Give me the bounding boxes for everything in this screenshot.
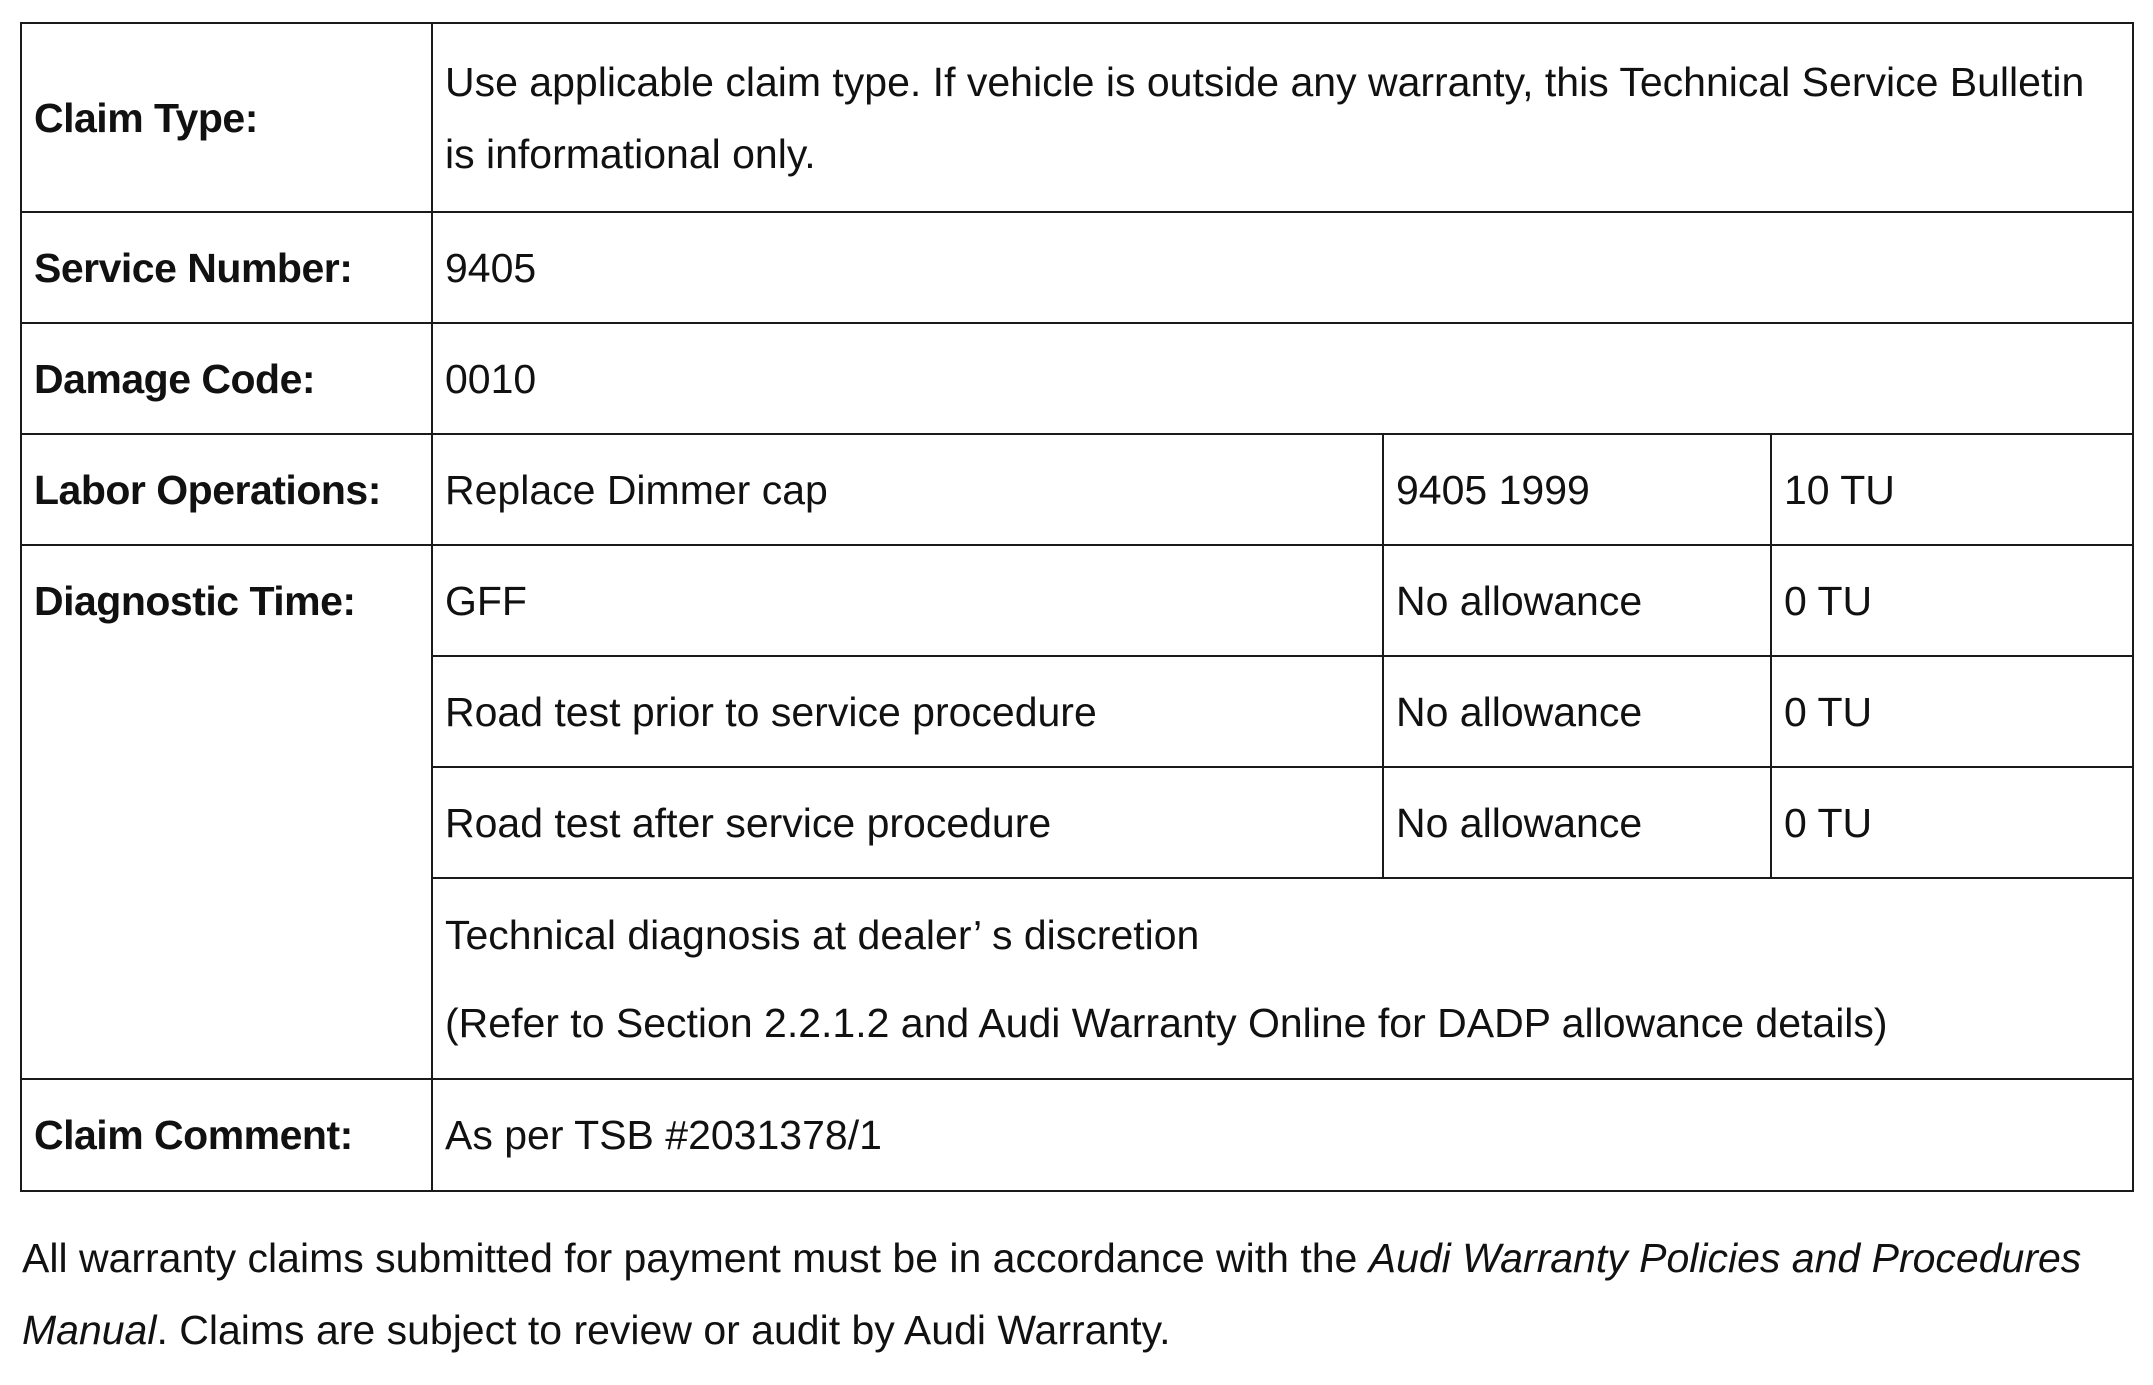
diagnostic-row [21, 545, 2133, 656]
diagnostic-time-label: Diagnostic Time: [34, 578, 356, 624]
diagnostic-allowance: No allowance [1383, 767, 1771, 878]
service-number-value: 9405 [432, 212, 2133, 323]
diagnostic-time: 0 TU [1771, 656, 2133, 767]
diagnostic-allowance: No allowance [1383, 545, 1771, 656]
service-number-row [21, 212, 2133, 323]
diagnostic-note [432, 878, 2133, 1079]
claim-comment-value: As per TSB #2031378/1 [432, 1079, 2133, 1191]
diagnostic-time: 0 TU [1771, 545, 2133, 656]
damage-code-label: Damage Code: [21, 323, 432, 434]
footer-text-before: All warranty claims submitted for payment must be in accordance with the [22, 1235, 1369, 1281]
claim-comment-label: Claim Comment: [21, 1079, 432, 1191]
diagnostic-note-line-1: Technical diagnosis at dealer’ s discretion [445, 911, 1200, 958]
labor-operation-code: 9405 1999 [1383, 434, 1771, 545]
claim-comment-row [21, 1079, 2133, 1191]
diagnostic-description: Road test prior to service procedure [432, 656, 1383, 767]
claim-type-row [21, 23, 2133, 212]
warranty-footer-note [22, 1222, 2142, 1366]
diagnostic-time: 0 TU [1771, 767, 2133, 878]
footer-text-after: . Claims are subject to review or audit by Audi Warranty. [156, 1307, 1171, 1353]
labor-operations-label: Labor Operations: [21, 434, 432, 545]
warranty-manual-title: Audi Warranty Policies and Procedures Manual [22, 1235, 2082, 1353]
labor-operation-time: 10 TU [1771, 434, 2133, 545]
service-number-label: Service Number: [21, 212, 432, 323]
claim-info-table [20, 22, 2134, 1192]
damage-code-row [21, 323, 2133, 434]
diagnostic-description: GFF [432, 545, 1383, 656]
diagnostic-note-line-2: (Refer to Section 2.2.1.2 and Audi Warranty Online for DADP allowance details) [445, 999, 1888, 1046]
damage-code-value: 0010 [432, 323, 2133, 434]
diagnostic-allowance: No allowance [1383, 656, 1771, 767]
labor-operation-description: Replace Dimmer cap [432, 434, 1383, 545]
claim-type-label: Claim Type: [21, 23, 432, 212]
diagnostic-description: Road test after service procedure [432, 767, 1383, 878]
labor-operations-row [21, 434, 2133, 545]
claim-type-value: Use applicable claim type. If vehicle is outside any warranty, this Technical Service Bulletin is informational only. [432, 23, 2133, 212]
